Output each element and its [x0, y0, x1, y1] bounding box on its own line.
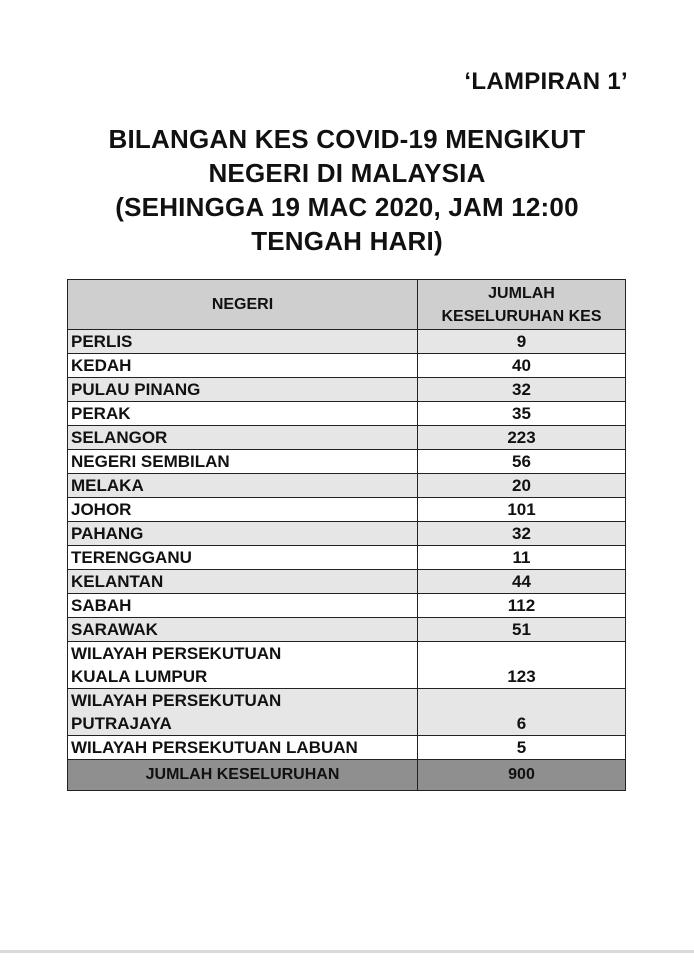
state-name: WILAYAH PERSEKUTUAN LABUAN: [68, 736, 418, 760]
title-line: NEGERI DI MALAYSIA: [208, 158, 486, 188]
total-label: JUMLAH KESELURUHAN: [68, 760, 418, 791]
title-line: TENGAH HARI): [251, 226, 443, 256]
case-count: 56: [418, 450, 626, 474]
state-name: SABAH: [68, 594, 418, 618]
table-row: [68, 689, 626, 736]
state-name: SELANGOR: [68, 426, 418, 450]
case-count: 5: [418, 736, 626, 760]
cases-table: [67, 279, 626, 791]
title-line: BILANGAN KES COVID-19 MENGIKUT: [108, 124, 586, 154]
case-count: 9: [418, 330, 626, 354]
state-name: NEGERI SEMBILAN: [68, 450, 418, 474]
table-row: [68, 736, 626, 760]
table-row: [68, 642, 626, 689]
table-row: [68, 378, 626, 402]
table-total-row: [68, 760, 626, 791]
case-count: 123: [418, 642, 626, 689]
state-name-line1: WILAYAH PERSEKUTUAN: [71, 691, 282, 710]
state-name: MELAKA: [68, 474, 418, 498]
case-count: 20: [418, 474, 626, 498]
case-count: 40: [418, 354, 626, 378]
state-name-line2: PUTRAJAYA: [71, 714, 172, 733]
case-count: 223: [418, 426, 626, 450]
state-name: KELANTAN: [68, 570, 418, 594]
state-name-line1: WILAYAH PERSEKUTUAN: [71, 644, 282, 663]
table-row: [68, 354, 626, 378]
page-title: [60, 122, 634, 258]
state-name: TERENGGANU: [68, 546, 418, 570]
state-name-line2: KUALA LUMPUR: [71, 667, 208, 686]
case-count: 32: [418, 378, 626, 402]
header-jumlah: [418, 280, 626, 330]
header-negeri: NEGERI: [68, 280, 418, 330]
bottom-divider: [0, 950, 694, 953]
case-count: 11: [418, 546, 626, 570]
state-name: [68, 642, 418, 689]
case-count: 35: [418, 402, 626, 426]
case-count: 32: [418, 522, 626, 546]
title-line: (SEHINGGA 19 MAC 2020, JAM 12:00: [115, 192, 579, 222]
table-row: [68, 498, 626, 522]
state-name: PERAK: [68, 402, 418, 426]
table-row: [68, 546, 626, 570]
state-name: SARAWAK: [68, 618, 418, 642]
table-row: [68, 474, 626, 498]
table-row: [68, 330, 626, 354]
table-row: [68, 402, 626, 426]
case-count: 51: [418, 618, 626, 642]
state-name: PERLIS: [68, 330, 418, 354]
state-name: PULAU PINANG: [68, 378, 418, 402]
table-row: [68, 594, 626, 618]
state-name: JOHOR: [68, 498, 418, 522]
state-name: [68, 689, 418, 736]
table-row: [68, 618, 626, 642]
case-count: 101: [418, 498, 626, 522]
total-value: 900: [418, 760, 626, 791]
header-jumlah-line2: KESELURUHAN KES: [441, 307, 602, 325]
case-count: 112: [418, 594, 626, 618]
table-row: [68, 450, 626, 474]
state-name: KEDAH: [68, 354, 418, 378]
header-jumlah-line1: JUMLAH: [488, 284, 555, 302]
state-name: PAHANG: [68, 522, 418, 546]
table-row: [68, 426, 626, 450]
lampiran-label: ‘LAMPIRAN 1’: [464, 68, 628, 95]
case-count: 44: [418, 570, 626, 594]
table-header-row: [68, 280, 626, 330]
table-row: [68, 522, 626, 546]
case-count: 6: [418, 689, 626, 736]
table-row: [68, 570, 626, 594]
